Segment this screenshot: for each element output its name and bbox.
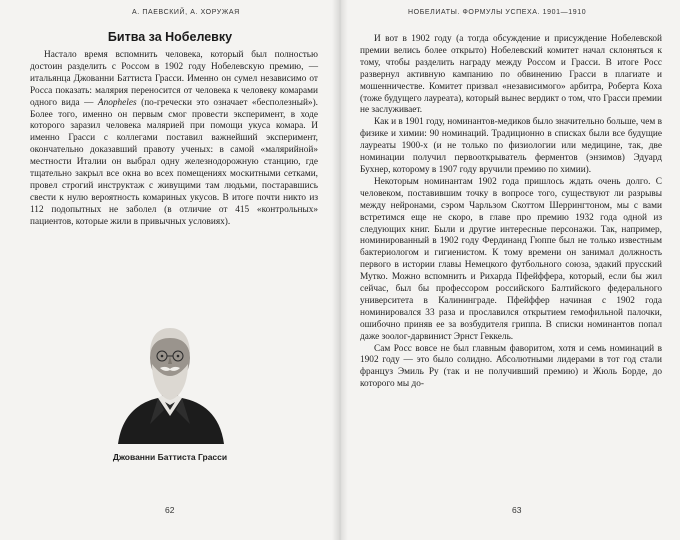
right-page xyxy=(340,0,680,540)
photo-caption: Джованни Баттиста Грасси xyxy=(112,452,228,462)
paragraph: Как и в 1901 году, номинантов-медиков было значительно больше, чем в физике и химии: 90 номинаций. Традиционно в списках были все будущие лауреаты 1900-х (и не только по физиологии или медицине, так, две номинации получил первооткрыватель ферментов (энзимов) Эдуард Бухнер, которому в 1907 году вручили премию по химии). xyxy=(360,117,662,175)
paragraph: И вот в 1902 году (а тогда обсуждение и присуждение Нобелевской премии велись более открыто) Нобелевский комитет начал склоняться к тому, чтобы разделить награду между Россом и Грасси. В итоге Росс развернул активную кампанию по обвинению Грасси в плагиате и мошенничестве. Комитет призвал «независимого» арбитра, Роберта Коха (тоже будущего лауреата), который вынес вердикт о том, что Грасси премии не заслуживает. xyxy=(360,34,662,116)
paragraph: Некоторым номинантам 1902 года пришлось ждать очень долго. С человеком, поставившим точку в вопросе того, существуют ли разрывы между нейронами, сэром Чарльзом Скоттом Шеррингтоном, мы с вами встретимся еще не скоро, в главе про премию 1932 года одной из следующих книг. Были и другие интересные персонажи. Так, например, номинированный в 1902 году Фердинанд Гюппе был не только известным бактериологом и гигиенистом. К тому времени он занимал должность первого в истории главы Немецкого футбольного союза, эдакий прусский Мутко. Можно вспомнить и Рихарда Пфейффера, который, если бы жил сейчас, был бы профессором российского Балтийского федерального университета в Калининграде. Пфейффер начиная с 1902 года номинировался 33 раза и прославился открытием гемофильной палочки, ошибочно приняв ее за возбудителя гриппа. В списки номинантов попал даже зоолог-дарвинист Эрнст Геккель. xyxy=(360,176,662,342)
species-name: Anopheles xyxy=(97,97,137,108)
portrait-photo xyxy=(110,306,230,444)
left-body-text xyxy=(30,50,318,229)
page-number-left: 62 xyxy=(165,505,175,515)
running-head-left: А. ПАЕВСКИЙ, А. ХОРУЖАЯ xyxy=(132,9,240,16)
section-title: Битва за Нобелевку xyxy=(107,30,233,44)
right-body-text xyxy=(360,34,662,391)
portrait-image xyxy=(110,306,230,444)
paragraph: Настало время вспомнить человека, который был полностью достоин разделить с Россом в 1902 году Нобелевскую премию, — итальянца Джованни Баттиста Грасси. Именно он сумел независимо от Росса показать: малярия переносится от человека к человеку комарами одного вида — Anopheles (по-гречески это означает «бесполезный»). Более того, именно он первым смог провести эксперимент, в ходе которого заразил человека малярией при помощи укуса комара. И именно Грасси с коллегами поставил важнейший эксперимент, окончательно доказавший правоту ученых: в самой «малярийной» местности Италии он выбрал одну железнодорожную станцию, где тщательно закрыл все окна во всех помещениях москитными сетками, провел строгий инструктаж с живущими там людьми, постаравшись свести к нулю вероятность комариных укусов. В итоге почти никто из 112 подопытных не заболел (в отличие от 415 «контрольных» пациентов, которые жили в привычных условиях). xyxy=(30,50,318,227)
paragraph: Сам Росс вовсе не был главным фаворитом, хотя и семь номинаций в 1902 году — это было солидно. Абсолютными лидерами в тот год стали француз Эмиль Ру (так и не получивший премию) и Жюль Борде, до которого мы до- xyxy=(360,343,662,390)
running-head-right: НОБЕЛИАТЫ. ФОРМУЛЫ УСПЕХА. 1901—1910 xyxy=(408,9,587,16)
page-number-right: 63 xyxy=(512,505,522,515)
